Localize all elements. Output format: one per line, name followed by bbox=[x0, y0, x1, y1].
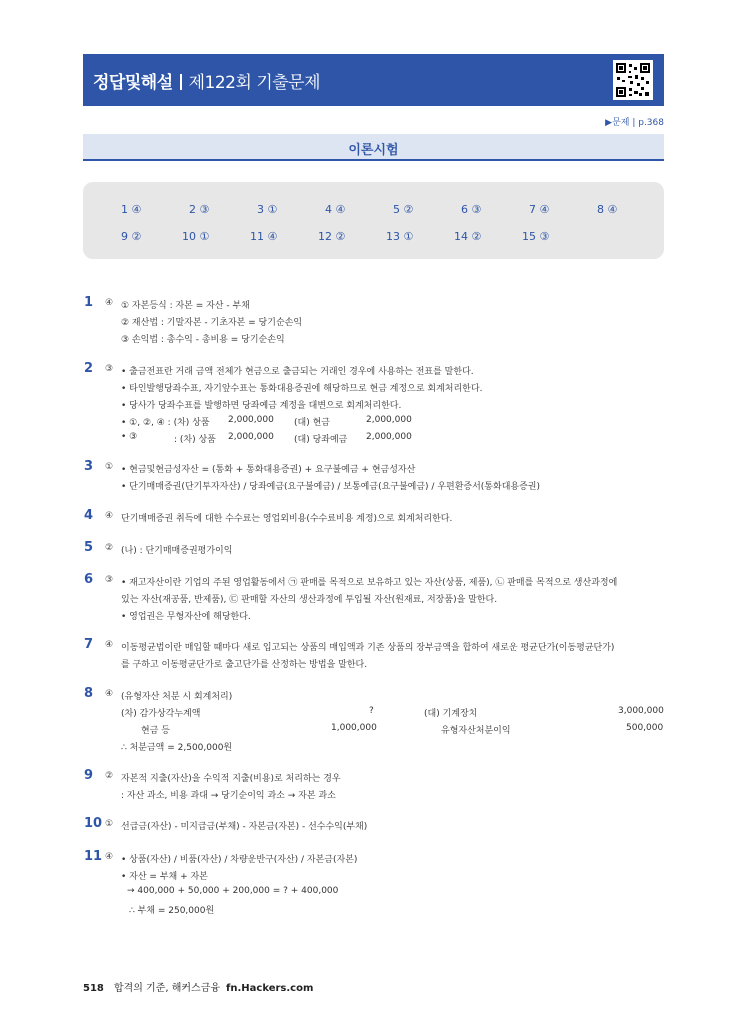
journal-credit: (대) 현금 bbox=[294, 418, 330, 428]
header-bar bbox=[83, 54, 664, 106]
journal-debit-amount: 2,000,000 bbox=[228, 432, 274, 442]
answer-item: 10 ① bbox=[182, 230, 210, 243]
answer-item: 2 ③ bbox=[189, 203, 210, 216]
journal-credit: 유형자산처분이익 bbox=[441, 726, 511, 736]
journal-debit: 현금 등 bbox=[141, 726, 170, 736]
explanation-line: ③ 손익법 : 총수익 - 총비용 = 당기순손익 bbox=[121, 335, 285, 345]
answer-item: 8 ④ bbox=[597, 203, 618, 216]
explanation-line: • 영업권은 무형자산에 해당한다. bbox=[121, 612, 251, 622]
question-number: 4 bbox=[84, 508, 94, 523]
explanation-line: 선급금(자산) - 미지급금(부채) - 자본금(자본) - 선수수익(부채) bbox=[121, 822, 368, 832]
question-number: 6 bbox=[84, 572, 94, 587]
answer-item: 3 ① bbox=[257, 203, 278, 216]
answer-item: 14 ② bbox=[454, 230, 482, 243]
question-answer: ④ bbox=[105, 689, 114, 699]
explanation-line: • 상품(자산) / 비품(자산) / 차량운반구(자산) / 자본금(자본) bbox=[121, 855, 358, 865]
answer-item: 6 ③ bbox=[461, 203, 482, 216]
question-answer: ④ bbox=[105, 640, 114, 650]
question-answer: ② bbox=[105, 771, 114, 781]
question-number: 8 bbox=[84, 686, 94, 701]
answer-item: 5 ② bbox=[393, 203, 414, 216]
question-number: 3 bbox=[84, 459, 94, 474]
journal-credit-amount: 3,000,000 bbox=[618, 706, 664, 716]
question-answer: ④ bbox=[105, 852, 114, 862]
explanation-line: 있는 자산(재공품, 반제품), ㉢ 판매할 자산의 생산과정에 투입될 자산(원재료, 저장품)을 말한다. bbox=[121, 595, 498, 605]
journal-credit-amount: 2,000,000 bbox=[366, 415, 412, 425]
journal-debit-amount: ? bbox=[369, 706, 374, 716]
header-title-sub: 제122회 기출문제 bbox=[188, 73, 321, 93]
section-title: 이론시험 bbox=[348, 143, 399, 158]
explanation-line: • 재고자산이란 기업의 주된 영업활동에서 ㉠ 판매를 목적으로 보유하고 있는 자산(상품, 제품), ㉡ 판매를 목적으로 생산과정에 bbox=[121, 578, 618, 588]
footer-text: 합격의 기준, 해커스금융 bbox=[113, 983, 221, 994]
footer-site-link[interactable]: fn.Hackers.com bbox=[226, 983, 314, 994]
question-number: 1 bbox=[84, 295, 94, 310]
question-answer: ③ bbox=[105, 364, 114, 374]
answer-item: 1 ④ bbox=[121, 203, 142, 216]
page-footer bbox=[83, 979, 313, 994]
explanation-line: : 자산 과소, 비용 과대 → 당기순이익 과소 → 자본 과소 bbox=[121, 791, 336, 801]
journal-debit-amount: 2,000,000 bbox=[228, 415, 274, 425]
explanation-line: ∴ 처분금액 = 2,500,000원 bbox=[121, 743, 233, 753]
question-answer: ③ bbox=[105, 575, 114, 585]
journal-credit: (대) 기계장치 bbox=[424, 709, 478, 719]
journal-credit: (대) 당좌예금 bbox=[294, 435, 348, 445]
question-number: 2 bbox=[84, 361, 94, 376]
section-bar bbox=[83, 134, 664, 161]
question-answer: ④ bbox=[105, 298, 114, 308]
explanation-line: • 당사가 당좌수표를 발행하면 당좌예금 계정을 대변으로 회계처리한다. bbox=[121, 401, 402, 411]
explanation-line: → 400,000 + 50,000 + 200,000 = ? + 400,000 bbox=[127, 886, 339, 896]
explanation-line: ② 재산법 : 기말자본 - 기초자본 = 당기순손익 bbox=[121, 318, 303, 328]
header-separator bbox=[180, 74, 182, 90]
explanation-line: • 단기매매증권(단기투자자산) / 당좌예금(요구불예금) / 보통예금(요구불예금) / 우편환증서(통화대용증권) bbox=[121, 482, 540, 492]
answer-item: 9 ② bbox=[121, 230, 142, 243]
explanation-line: • 자산 = 부채 + 자본 bbox=[121, 872, 208, 882]
question-answer: ① bbox=[105, 462, 114, 472]
question-number: 9 bbox=[84, 768, 94, 783]
explanation-line: 를 구하고 이동평균단가로 출고단가를 산정하는 방법을 말한다. bbox=[121, 660, 368, 670]
journal-credit-amount: 500,000 bbox=[626, 723, 664, 733]
explanation-line: • 현금및현금성자산 = (통화 + 통화대용증권) + 요구불예금 + 현금성자산 bbox=[121, 465, 416, 475]
question-number: 7 bbox=[84, 637, 94, 652]
question-answer: ② bbox=[105, 543, 114, 553]
journal-label: • ①, ②, ④ : (차) 상품 bbox=[121, 418, 210, 428]
answer-summary-box bbox=[83, 182, 664, 259]
journal-label: • ③ bbox=[121, 432, 138, 442]
explanation-line: • 타인발행당좌수표, 자기앞수표는 통화대용증권에 해당하므로 현금 계정으로 회계처리한다. bbox=[121, 384, 483, 394]
explanation-line: 단기매매증권 취득에 대한 수수료는 영업외비용(수수료비용 계정)으로 회계처리한다. bbox=[121, 514, 453, 524]
journal-debit-amount: 1,000,000 bbox=[331, 723, 377, 733]
header-title-bold: 정답및해설 bbox=[93, 73, 173, 93]
journal-debit: (차) 감가상각누계액 bbox=[121, 709, 201, 719]
journal-credit-amount: 2,000,000 bbox=[366, 432, 412, 442]
question-answer: ① bbox=[105, 819, 114, 829]
explanation-line: (유형자산 처분 시 회계처리) bbox=[121, 692, 233, 702]
answer-item: 15 ③ bbox=[522, 230, 550, 243]
answer-item: 7 ④ bbox=[529, 203, 550, 216]
answer-item: 13 ① bbox=[386, 230, 414, 243]
answer-item: 12 ② bbox=[318, 230, 346, 243]
header-title bbox=[93, 68, 320, 93]
question-answer: ④ bbox=[105, 511, 114, 521]
explanation-line: (나) : 단기매매증권평가이익 bbox=[121, 546, 233, 556]
question-number: 10 bbox=[84, 816, 103, 831]
answer-item: 4 ④ bbox=[325, 203, 346, 216]
explanation-line: 이동평균법이란 매입할 때마다 새로 입고되는 상품의 매입액과 기존 상품의 장부금액을 합하여 새로운 평균단가(이동평균단가) bbox=[121, 643, 615, 653]
explanation-line: ∴ 부채 = 250,000원 bbox=[129, 906, 215, 916]
qr-code-icon[interactable] bbox=[613, 60, 653, 100]
explanation-line: 자본적 지출(자산)을 수익적 지출(비용)로 처리하는 경우 bbox=[121, 774, 341, 784]
question-number: 5 bbox=[84, 540, 94, 555]
page-reference-link[interactable]: ▶문제 | p.368 bbox=[605, 118, 664, 128]
question-number: 11 bbox=[84, 849, 103, 864]
journal-label: : (차) 상품 bbox=[174, 435, 216, 445]
answer-item: 11 ④ bbox=[250, 230, 278, 243]
page-number: 518 bbox=[83, 983, 104, 994]
explanation-line: • 출금전표란 거래 금액 전체가 현금으로 출금되는 거래인 경우에 사용하는 전표를 말한다. bbox=[121, 367, 474, 377]
explanation-line: ① 자본등식 : 자본 = 자산 - 부채 bbox=[121, 301, 250, 311]
